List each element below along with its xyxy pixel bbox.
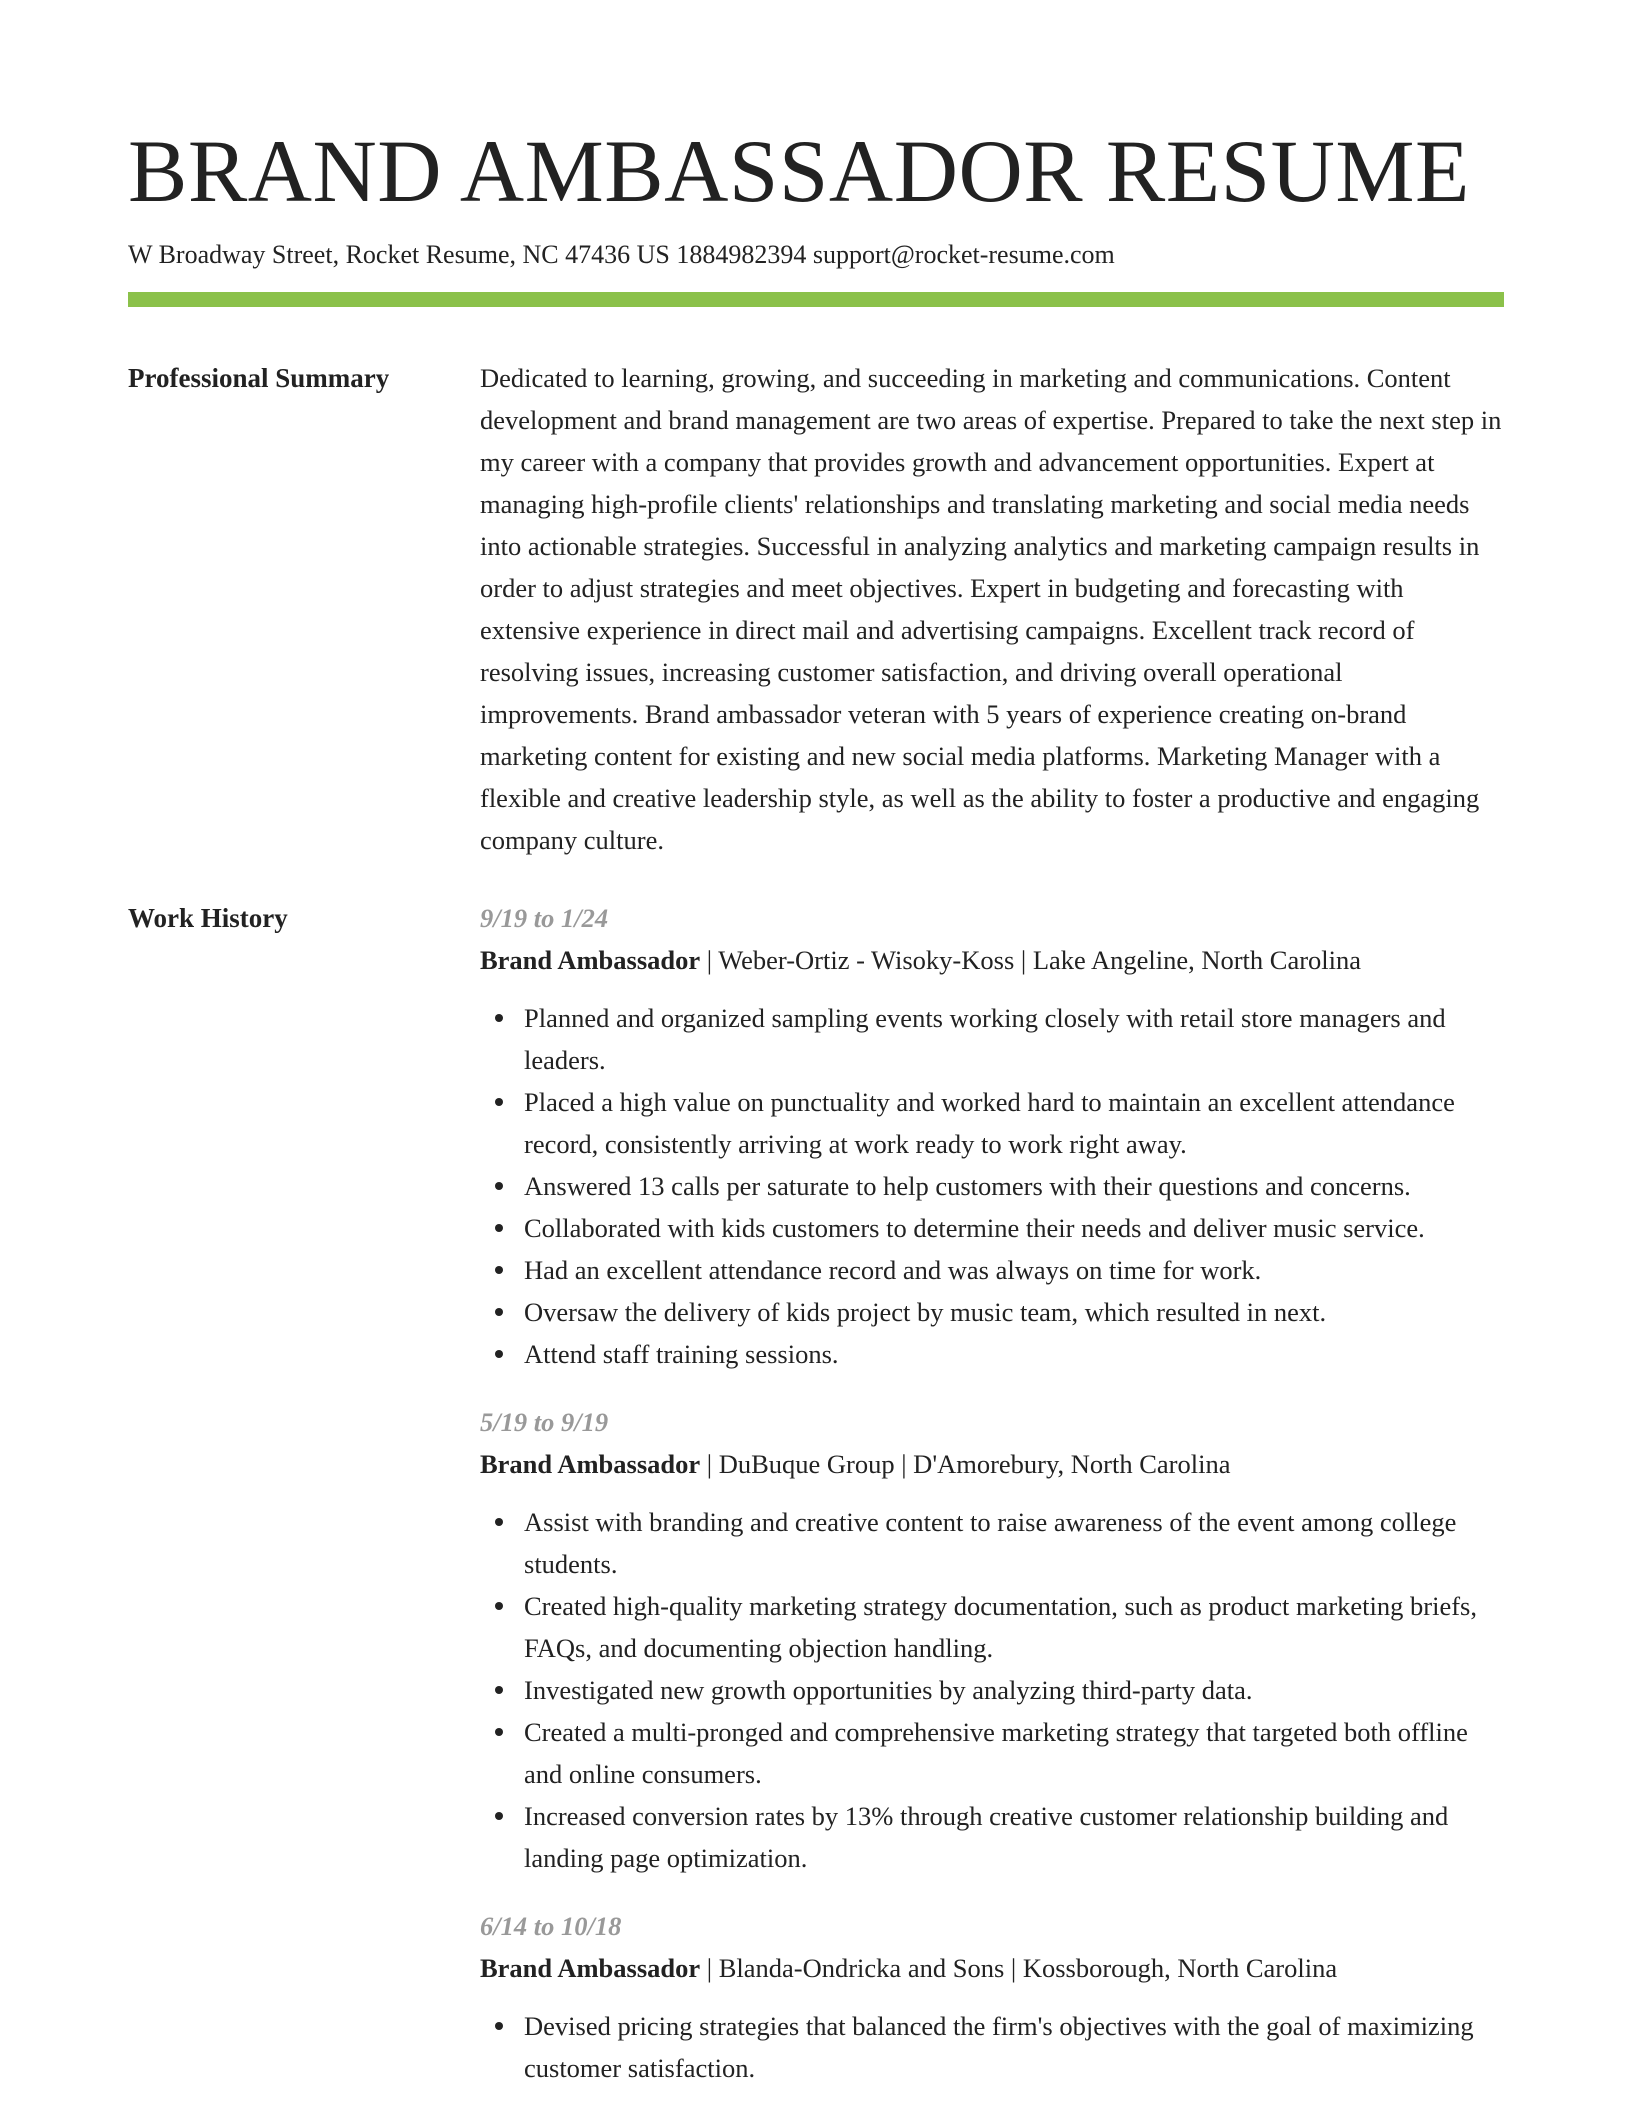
bullet-icon bbox=[495, 1350, 503, 1358]
job-title: Brand Ambassador bbox=[480, 1953, 701, 1983]
bullet-text: Assist with branding and creative content to raise awareness of the event among college students. bbox=[524, 1507, 1457, 1579]
work-history-section bbox=[128, 897, 1504, 2115]
contact-line: W Broadway Street, Rocket Resume, NC 47436 US 1884982394 support@rocket-resume.com bbox=[128, 240, 1115, 269]
bullet-item bbox=[480, 997, 1504, 1081]
bullet-icon bbox=[495, 1728, 503, 1736]
bullet-icon bbox=[495, 1518, 503, 1526]
job-heading bbox=[480, 1947, 1504, 1989]
bullet-icon bbox=[495, 1812, 503, 1820]
bullet-item bbox=[480, 1501, 1504, 1585]
work-content bbox=[480, 897, 1504, 2115]
job-details: | DuBuque Group | D'Amorebury, North Carolina bbox=[700, 1449, 1231, 1479]
bullet-item bbox=[480, 1081, 1504, 1165]
section-label-work: Work History bbox=[128, 903, 288, 933]
bullet-icon bbox=[495, 1224, 503, 1232]
job-dates: 5/19 to 9/19 bbox=[480, 1407, 609, 1437]
bullet-text: Increased conversion rates by 13% through creative customer relationship building and landing page optimization. bbox=[524, 1801, 1449, 1873]
job-heading bbox=[480, 1443, 1504, 1485]
summary-content bbox=[480, 357, 1504, 861]
bullet-text: Created high-quality marketing strategy documentation, such as product marketing briefs, FAQs, and documenting objection handling. bbox=[524, 1591, 1477, 1663]
job-entry bbox=[480, 1905, 1504, 2089]
bullet-icon bbox=[495, 1686, 503, 1694]
job-heading bbox=[480, 939, 1504, 981]
summary-text: Dedicated to learning, growing, and succeeding in marketing and communications. Content development and brand management are two areas of expertise. Prepared to take the next step in my career with a company that provides growth and advancement opportunities. Expert at managing high-profile clients' relationships and translating marketing and social media needs into actionable strategies. Successful in analyzing analytics and marketing campaign results in order to adjust strategies and meet objectives. Expert in budgeting and forecasting with extensive experience in direct mail and advertising campaigns. Excellent track record of resolving issues, increasing customer satisfaction, and driving overall operational improvements. Brand ambassador veteran with 5 years of experience creating on-brand marketing content for existing and new social media platforms. Marketing Manager with a flexible and creative leadership style, as well as the ability to foster a productive and engaging company culture. bbox=[480, 363, 1502, 855]
bullet-item bbox=[480, 1711, 1504, 1795]
bullet-text: Collaborated with kids customers to determine their needs and deliver music service. bbox=[524, 1213, 1425, 1243]
bullet-text: Planned and organized sampling events working closely with retail store managers and leaders. bbox=[524, 1003, 1446, 1075]
job-title: Brand Ambassador bbox=[480, 945, 701, 975]
job-bullets bbox=[480, 997, 1504, 1375]
job-title: Brand Ambassador bbox=[480, 1449, 701, 1479]
bullet-item bbox=[480, 1333, 1504, 1375]
section-label-summary: Professional Summary bbox=[128, 363, 390, 393]
bullet-item bbox=[480, 1585, 1504, 1669]
bullet-text: Investigated new growth opportunities by analyzing third-party data. bbox=[524, 1675, 1253, 1705]
job-bullets bbox=[480, 2005, 1504, 2089]
accent-divider bbox=[128, 292, 1504, 307]
bullet-text: Had an excellent attendance record and was always on time for work. bbox=[524, 1255, 1262, 1285]
bullet-text: Created a multi-pronged and comprehensive marketing strategy that targeted both offline and online consumers. bbox=[524, 1717, 1468, 1789]
bullet-item bbox=[480, 1165, 1504, 1207]
bullet-text: Attend staff training sessions. bbox=[524, 1339, 839, 1369]
job-details: | Weber-Ortiz - Wisoky-Koss | Lake Angeline, North Carolina bbox=[700, 945, 1362, 975]
bullet-item bbox=[480, 1795, 1504, 1879]
professional-summary-section bbox=[128, 357, 1504, 861]
bullet-item bbox=[480, 1669, 1504, 1711]
bullet-icon bbox=[495, 1098, 503, 1106]
job-entry bbox=[480, 897, 1504, 1375]
job-details: | Blanda-Ondricka and Sons | Kossborough, North Carolina bbox=[700, 1953, 1338, 1983]
bullet-item bbox=[480, 2005, 1504, 2089]
resume-page bbox=[128, 0, 1504, 2115]
resume-title: BRAND AMBASSADOR RESUME bbox=[128, 123, 1470, 221]
bullet-item bbox=[480, 1207, 1504, 1249]
bullet-text: Oversaw the delivery of kids project by music team, which resulted in next. bbox=[524, 1297, 1327, 1327]
bullet-item bbox=[480, 1291, 1504, 1333]
job-dates: 6/14 to 10/18 bbox=[480, 1911, 622, 1941]
bullet-icon bbox=[495, 1182, 503, 1190]
bullet-icon bbox=[495, 1602, 503, 1610]
bullet-icon bbox=[495, 1014, 503, 1022]
bullet-icon bbox=[495, 1266, 503, 1274]
bullet-text: Answered 13 calls per saturate to help customers with their questions and concerns. bbox=[524, 1171, 1411, 1201]
bullet-icon bbox=[495, 1308, 503, 1316]
job-bullets bbox=[480, 1501, 1504, 1879]
job-dates: 9/19 to 1/24 bbox=[480, 903, 609, 933]
bullet-text: Devised pricing strategies that balanced the firm's objectives with the goal of maximizing customer satisfaction. bbox=[524, 2011, 1474, 2083]
bullet-item bbox=[480, 1249, 1504, 1291]
bullet-text: Placed a high value on punctuality and worked hard to maintain an excellent attendance record, consistently arriving at work ready to work right away. bbox=[524, 1087, 1455, 1159]
bullet-icon bbox=[495, 2022, 503, 2030]
job-entry bbox=[480, 1401, 1504, 1879]
